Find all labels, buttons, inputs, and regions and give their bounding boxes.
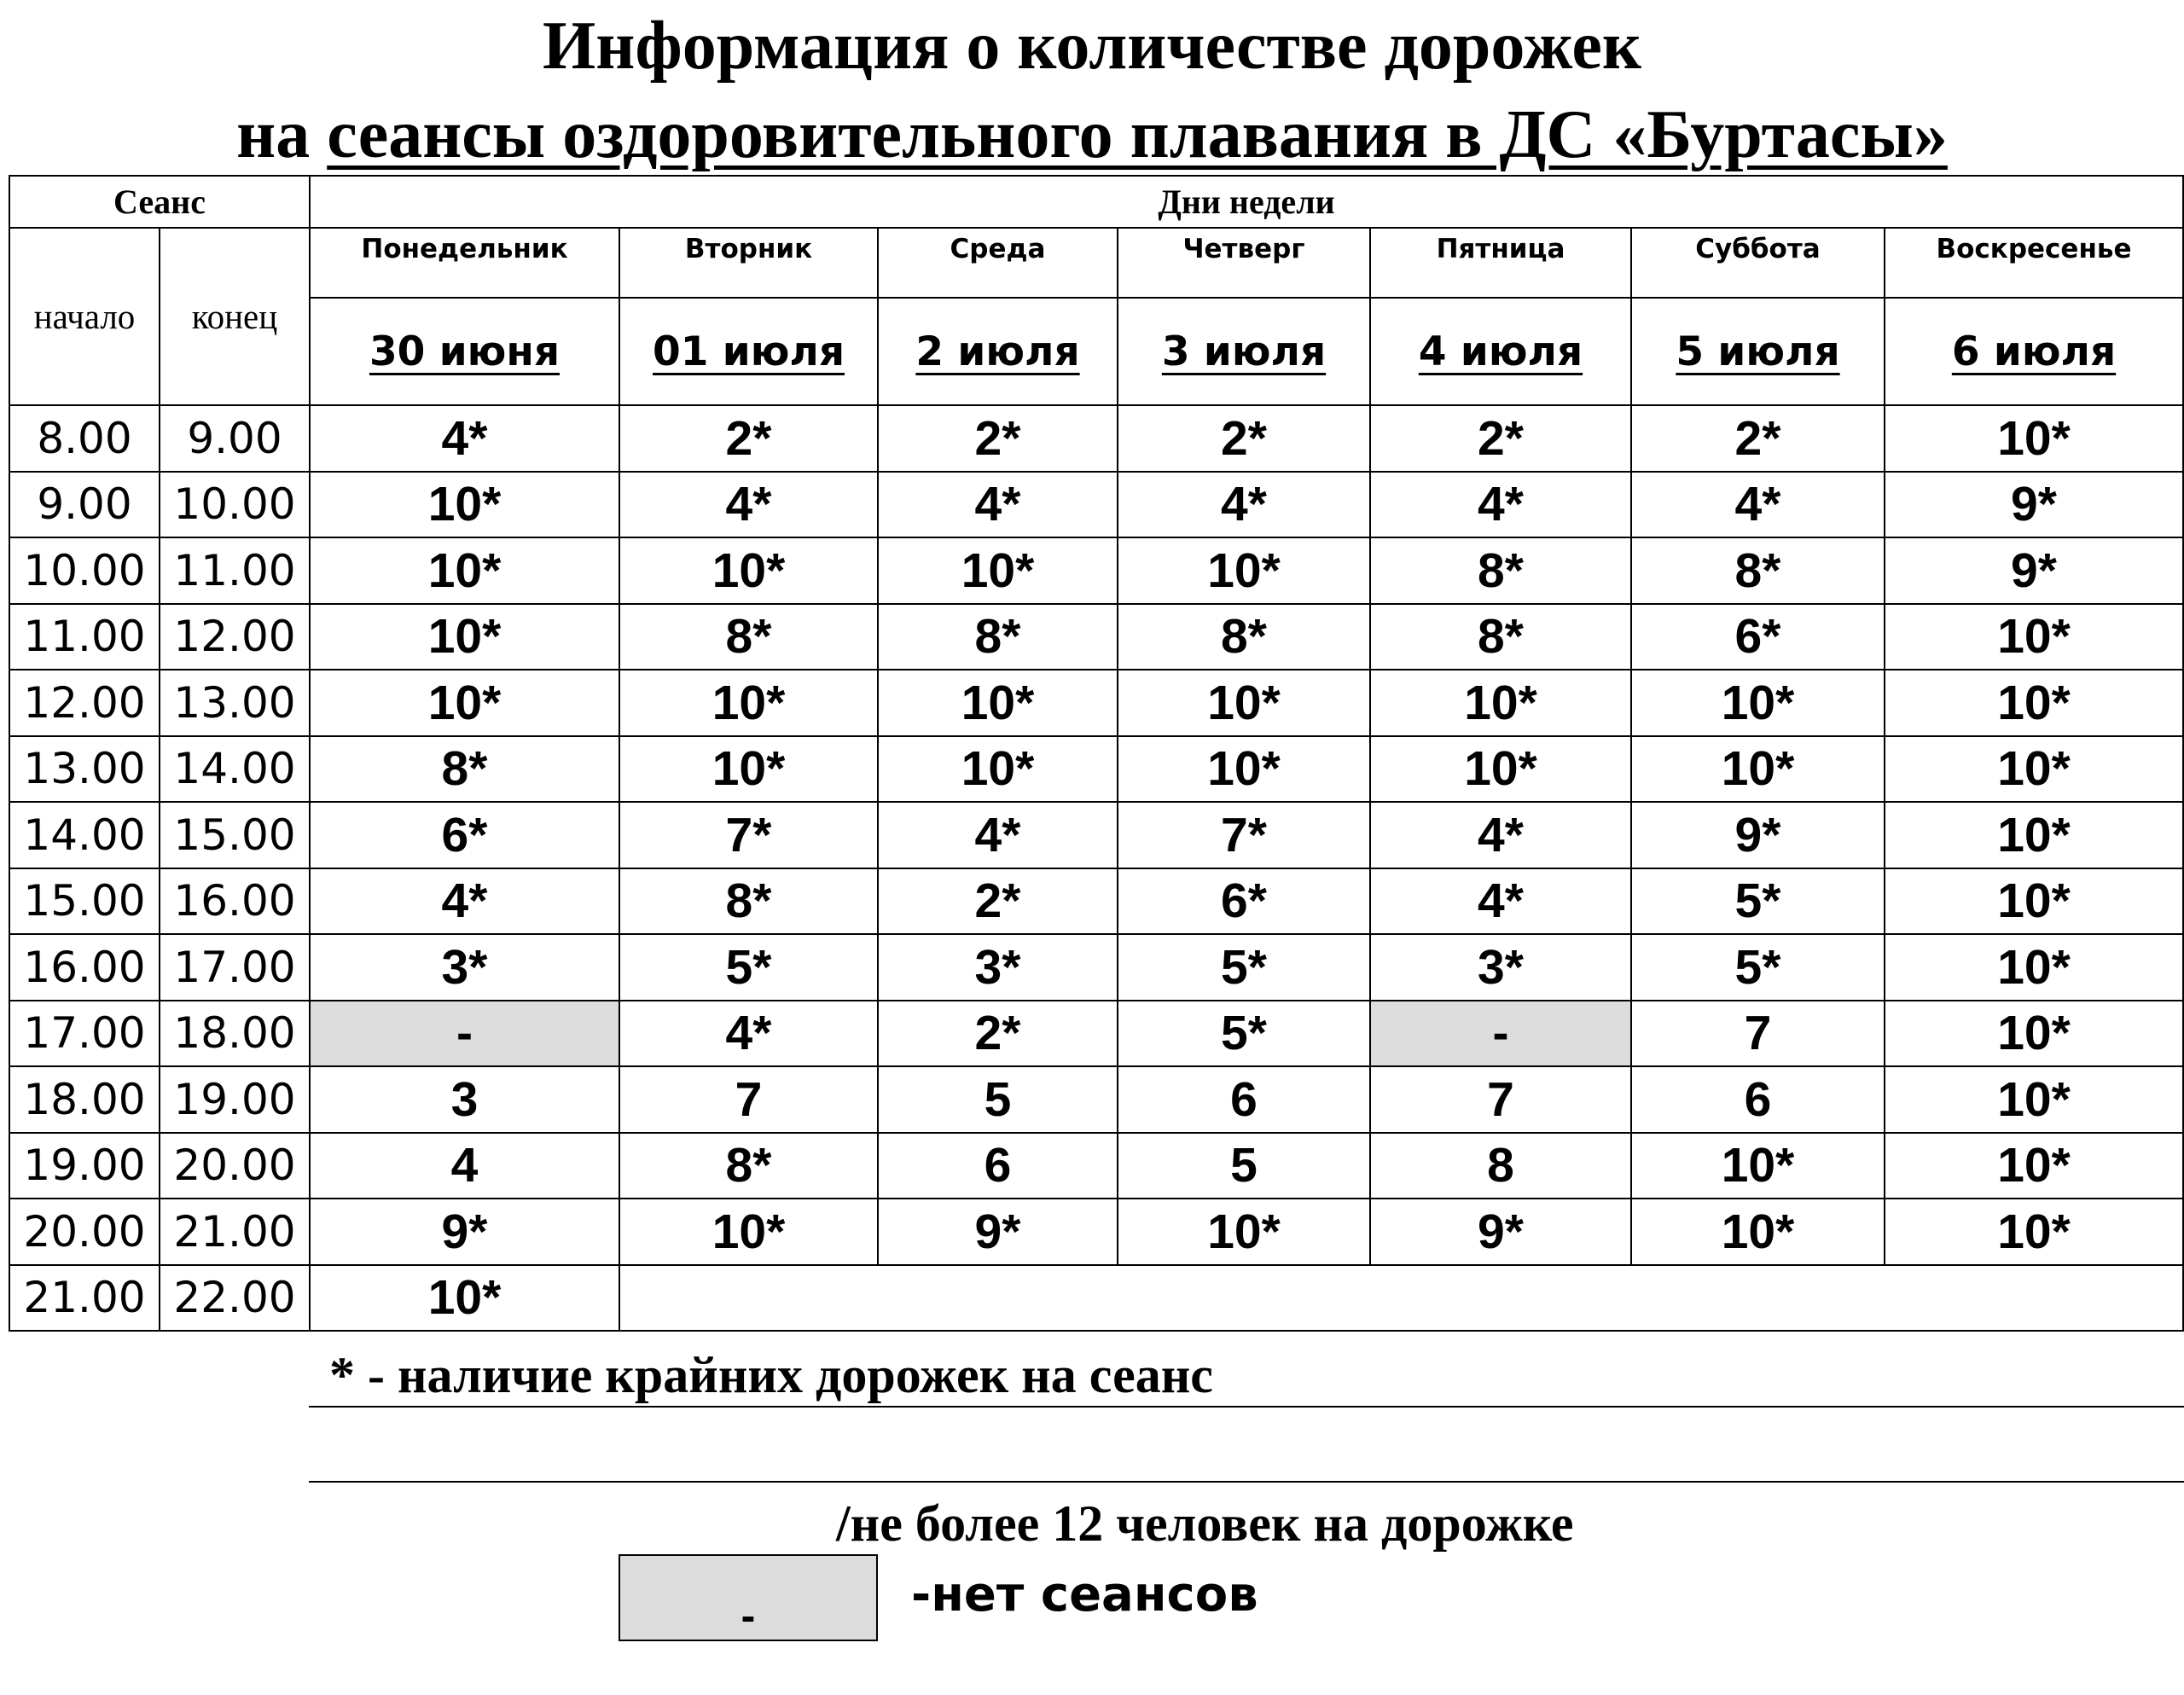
lane-count: 10* <box>1631 1199 1885 1265</box>
lane-count: 8* <box>878 604 1118 670</box>
lane-count: 6* <box>1631 604 1885 670</box>
lane-count: 10* <box>619 537 878 604</box>
lane-count: 8* <box>310 736 619 803</box>
lane-count: 5 <box>1118 1133 1370 1199</box>
lane-count: 10* <box>1631 670 1885 736</box>
session-start: 18.00 <box>9 1066 160 1133</box>
day-date: 3 июля <box>1118 298 1370 405</box>
session-end: 15.00 <box>160 802 310 868</box>
legend-text: -нет сеансов <box>911 1567 1258 1622</box>
session-start: 17.00 <box>9 1001 160 1067</box>
lane-count: 4* <box>1631 472 1885 538</box>
lane-count: 7 <box>619 1066 878 1133</box>
footnote: * - наличие крайних дорожек на сеанс <box>329 1347 1213 1403</box>
session-row <box>9 670 2183 736</box>
lane-count: 4* <box>1118 472 1370 538</box>
session-start: 12.00 <box>9 670 160 736</box>
lane-count: 10* <box>1885 670 2183 736</box>
start-label: начало <box>9 228 160 405</box>
lane-count: 7* <box>1118 802 1370 868</box>
day-date: 2 июля <box>878 298 1118 405</box>
lane-count: 3* <box>878 934 1118 1001</box>
session-row <box>9 868 2183 935</box>
title-line-1: Информация о количестве дорожек <box>543 9 1641 84</box>
lane-count: 10* <box>310 670 619 736</box>
lane-count: 8* <box>1631 537 1885 604</box>
session-start: 10.00 <box>9 537 160 604</box>
lane-count: 6 <box>1118 1066 1370 1133</box>
lane-count: 2* <box>878 405 1118 472</box>
lane-count: 6 <box>878 1133 1118 1199</box>
lane-count: 3 <box>310 1066 619 1133</box>
day-date: 30 июня <box>310 298 619 405</box>
lane-count: 4 <box>310 1133 619 1199</box>
session-end: 20.00 <box>160 1133 310 1199</box>
day-name: Суббота <box>1631 228 1885 298</box>
lane-count: 9* <box>1885 472 2183 538</box>
lane-count: 10* <box>619 1199 878 1265</box>
lane-count: 4* <box>619 472 878 538</box>
capacity-note: /не более 12 человек на дорожке <box>836 1495 1574 1552</box>
lane-count: 10* <box>310 1265 619 1332</box>
session-end: 22.00 <box>160 1265 310 1332</box>
lane-count: 4* <box>619 1001 878 1067</box>
footnote-underline <box>309 1406 2184 1408</box>
lane-count: 5* <box>1118 934 1370 1001</box>
lane-count: 8* <box>619 1133 878 1199</box>
lane-count: 10* <box>310 472 619 538</box>
lane-count: 8* <box>1118 604 1370 670</box>
lane-count: 10* <box>878 670 1118 736</box>
lane-count: 6* <box>310 802 619 868</box>
session-end: 14.00 <box>160 736 310 803</box>
title-line-2-prefix: на <box>236 97 328 172</box>
lane-count: 3* <box>310 934 619 1001</box>
session-header: Сеанс <box>9 176 310 228</box>
day-name: Среда <box>878 228 1118 298</box>
session-end: 10.00 <box>160 472 310 538</box>
lane-count: 4* <box>878 802 1118 868</box>
session-row <box>9 934 2183 1001</box>
lane-count: 10* <box>1118 537 1370 604</box>
session-row <box>9 472 2183 538</box>
lane-count: 8 <box>1370 1133 1631 1199</box>
session-row <box>9 604 2183 670</box>
lane-count: 5* <box>1631 934 1885 1001</box>
lane-count: 10* <box>1885 868 2183 935</box>
lane-count: 10* <box>878 736 1118 803</box>
lane-count: 10* <box>1885 1133 2183 1199</box>
lane-count: 4* <box>1370 472 1631 538</box>
lane-count: 2* <box>878 868 1118 935</box>
session-start: 15.00 <box>9 868 160 935</box>
session-row <box>9 537 2183 604</box>
header-row-3 <box>9 298 2183 405</box>
lane-count: 7* <box>619 802 878 868</box>
lane-count: 10* <box>1885 1199 2183 1265</box>
day-name: Понедельник <box>310 228 619 298</box>
lane-count: 2* <box>1118 405 1370 472</box>
lane-count: 2* <box>1370 405 1631 472</box>
lane-count: 10* <box>619 670 878 736</box>
day-name: Воскресенье <box>1885 228 2183 298</box>
lane-count: 10* <box>878 537 1118 604</box>
lane-count: 4* <box>878 472 1118 538</box>
lane-count: 8* <box>619 868 878 935</box>
title-line-2 <box>0 97 2184 172</box>
lane-count: 6 <box>1631 1066 1885 1133</box>
session-row <box>9 802 2183 868</box>
session-row <box>9 1133 2183 1199</box>
session-row <box>9 1265 2183 1332</box>
lane-count: 5* <box>1631 868 1885 935</box>
session-end: 18.00 <box>160 1001 310 1067</box>
lane-count: 6* <box>1118 868 1370 935</box>
lane-count: 5* <box>619 934 878 1001</box>
lane-count: 9* <box>310 1199 619 1265</box>
day-date: 5 июля <box>1631 298 1885 405</box>
session-end: 13.00 <box>160 670 310 736</box>
lane-count: 10* <box>1885 405 2183 472</box>
lane-count: 7 <box>1370 1066 1631 1133</box>
lane-count: 10* <box>1370 736 1631 803</box>
lane-count: 9* <box>1631 802 1885 868</box>
session-row <box>9 405 2183 472</box>
session-row <box>9 1001 2183 1067</box>
session-end: 17.00 <box>160 934 310 1001</box>
session-start: 11.00 <box>9 604 160 670</box>
lane-count: 10* <box>1631 736 1885 803</box>
session-start: 20.00 <box>9 1199 160 1265</box>
lane-count: 10* <box>1118 670 1370 736</box>
lane-count-no-session: - <box>1370 1001 1631 1067</box>
session-end: 9.00 <box>160 405 310 472</box>
lane-count-no-session: - <box>310 1001 619 1067</box>
header-row-2 <box>9 228 2183 298</box>
lane-count: 8* <box>619 604 878 670</box>
lane-count: 10* <box>1885 604 2183 670</box>
lane-count: 4* <box>1370 802 1631 868</box>
session-start: 9.00 <box>9 472 160 538</box>
session-row <box>9 736 2183 803</box>
lane-count: 8* <box>1370 537 1631 604</box>
lane-count: 5 <box>878 1066 1118 1133</box>
days-header: Дни недели <box>310 176 2183 228</box>
lane-count: 4* <box>310 868 619 935</box>
session-start: 14.00 <box>9 802 160 868</box>
lane-count: 3* <box>1370 934 1631 1001</box>
empty-cell <box>619 1265 2183 1332</box>
lane-count: 10* <box>310 604 619 670</box>
session-end: 11.00 <box>160 537 310 604</box>
lane-count: 2* <box>878 1001 1118 1067</box>
lane-count: 10* <box>1370 670 1631 736</box>
lane-count: 9* <box>1370 1199 1631 1265</box>
day-name: Вторник <box>619 228 878 298</box>
lane-count: 10* <box>1885 736 2183 803</box>
session-start: 13.00 <box>9 736 160 803</box>
lane-count: 9* <box>878 1199 1118 1265</box>
day-date: 01 июля <box>619 298 878 405</box>
title-line-2-underlined: сеансы оздоровительного плавания в ДС «Буртасы» <box>327 97 1948 172</box>
session-end: 21.00 <box>160 1199 310 1265</box>
session-start: 16.00 <box>9 934 160 1001</box>
session-start: 8.00 <box>9 405 160 472</box>
session-start: 19.00 <box>9 1133 160 1199</box>
day-date: 4 июля <box>1370 298 1631 405</box>
session-end: 16.00 <box>160 868 310 935</box>
legend-swatch: - <box>619 1554 878 1641</box>
session-end: 19.00 <box>160 1066 310 1133</box>
lane-count: 10* <box>1118 736 1370 803</box>
lane-count: 10* <box>1885 802 2183 868</box>
end-label: конец <box>160 228 310 405</box>
session-start: 21.00 <box>9 1265 160 1332</box>
lane-count: 10* <box>1885 1066 2183 1133</box>
lane-count: 2* <box>619 405 878 472</box>
lane-count: 5* <box>1118 1001 1370 1067</box>
day-date: 6 июля <box>1885 298 2183 405</box>
day-name: Четверг <box>1118 228 1370 298</box>
lane-count: 10* <box>310 537 619 604</box>
session-row <box>9 1066 2183 1133</box>
session-end: 12.00 <box>160 604 310 670</box>
lane-count: 10* <box>1885 934 2183 1001</box>
lane-count: 9* <box>1885 537 2183 604</box>
session-row <box>9 1199 2183 1265</box>
lane-count: 10* <box>619 736 878 803</box>
lane-count: 4* <box>310 405 619 472</box>
lane-count: 4* <box>1370 868 1631 935</box>
header-row-1 <box>9 176 2183 228</box>
lanes-schedule-table <box>9 175 2184 1332</box>
lane-count: 10* <box>1631 1133 1885 1199</box>
lane-count: 8* <box>1370 604 1631 670</box>
separator-line <box>309 1481 2184 1483</box>
lane-count: 10* <box>1118 1199 1370 1265</box>
lane-count: 2* <box>1631 405 1885 472</box>
day-name: Пятница <box>1370 228 1631 298</box>
lane-count: 10* <box>1885 1001 2183 1067</box>
lane-count: 7 <box>1631 1001 1885 1067</box>
